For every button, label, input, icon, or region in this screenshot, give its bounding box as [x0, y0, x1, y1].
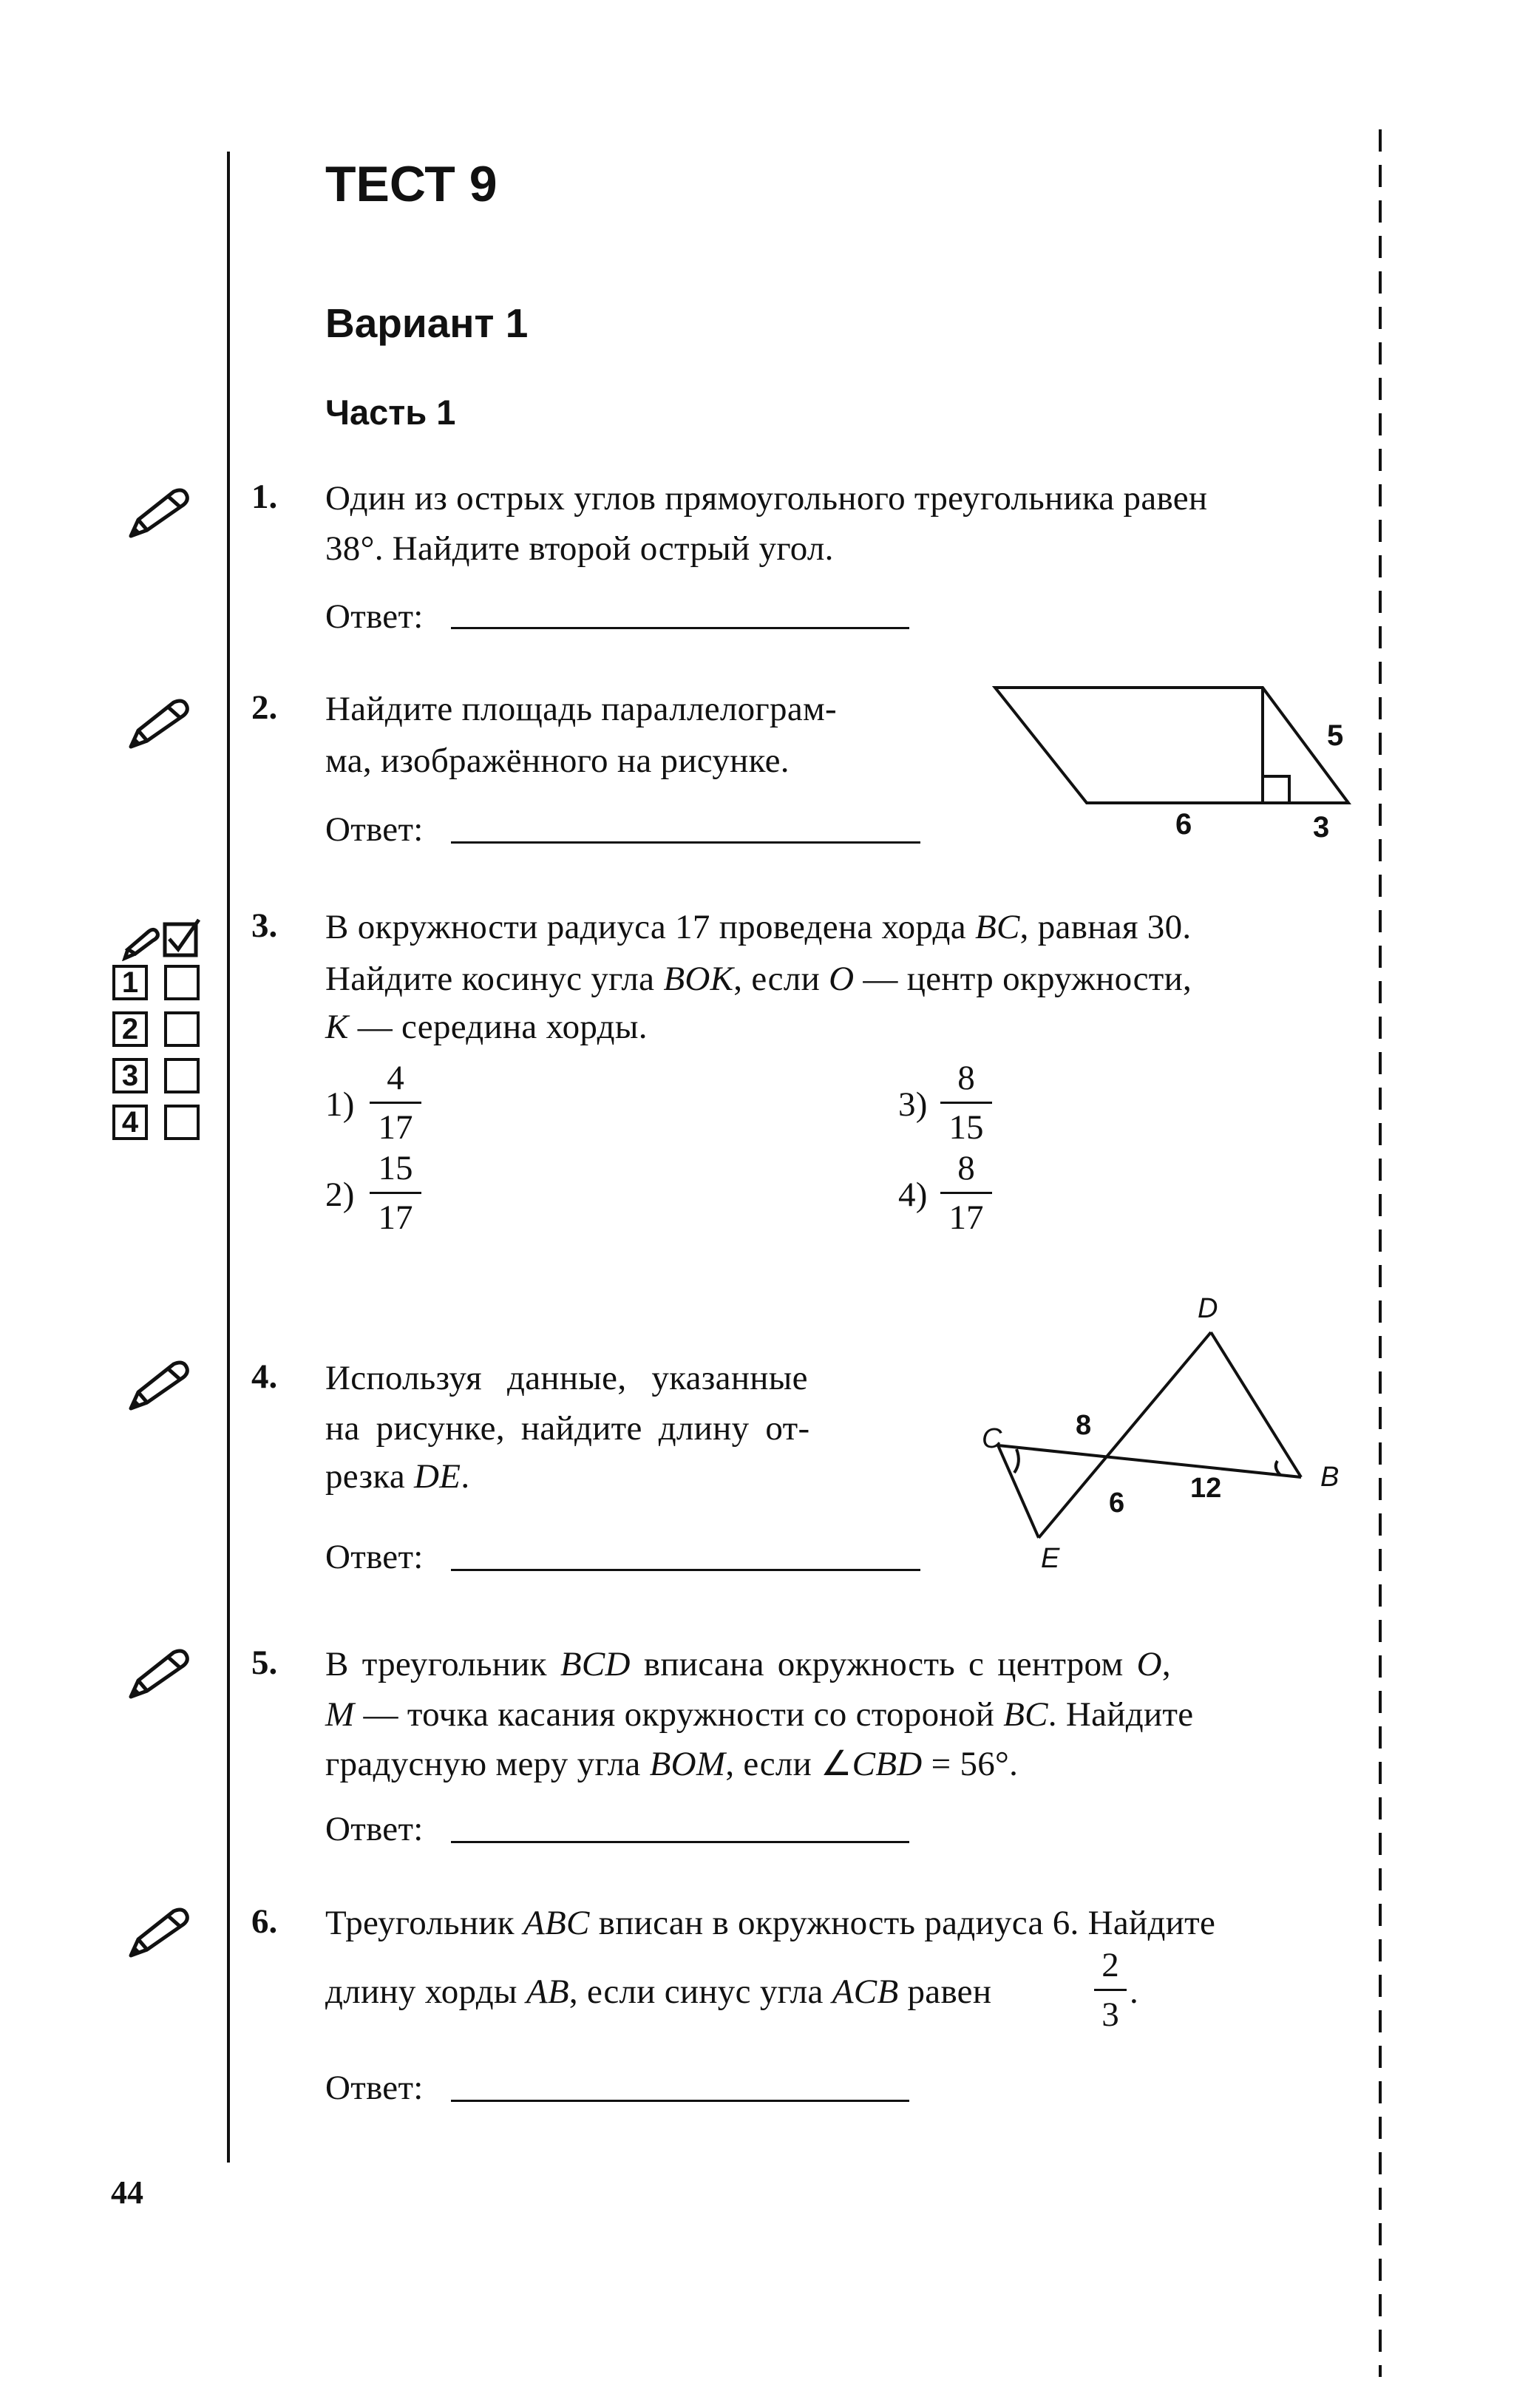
question-text: K — середина хорды.: [325, 1008, 648, 1046]
length-label: 6: [1109, 1488, 1125, 1519]
question-number: 2.: [251, 688, 278, 727]
triangles-figure: [976, 1286, 1360, 1582]
answer-digit: 1: [112, 965, 148, 1000]
question-text: Найдите площадь параллелограм-: [325, 690, 837, 728]
side-label: 5: [1327, 719, 1344, 752]
variant-title: Вариант 1: [325, 300, 529, 346]
question-text: Используя данные, указанные: [325, 1359, 808, 1397]
answer-label: Ответ:: [325, 1538, 424, 1576]
pen-icon: [122, 1357, 196, 1420]
option-fraction[interactable]: 8 17: [940, 1147, 992, 1238]
pen-icon: [122, 1645, 196, 1708]
vertex-D: D: [1198, 1293, 1218, 1324]
option-label: 1): [325, 1085, 355, 1124]
option-fraction[interactable]: 8 15: [940, 1057, 992, 1148]
answer-label: Ответ:: [325, 810, 424, 849]
answer-checkbox[interactable]: [164, 1011, 200, 1047]
vertex-C: C: [982, 1423, 1002, 1454]
question-text: резка DE.: [325, 1457, 470, 1496]
question-text: длину хорды AB, если синус угла ACB равен: [325, 1973, 992, 2011]
answer-digit: 4: [112, 1105, 148, 1140]
part-title: Часть 1: [325, 393, 456, 432]
vertex-E: E: [1041, 1543, 1060, 1574]
parallelogram-figure: [983, 665, 1368, 850]
answer-checkbox[interactable]: [164, 965, 200, 1000]
answer-line[interactable]: [451, 2100, 909, 2102]
question-number: 1.: [251, 478, 278, 516]
question-text: 38°. Найдите второй острый угол.: [325, 529, 834, 568]
length-label: 12: [1190, 1473, 1222, 1504]
base-right-label: 3: [1313, 811, 1330, 844]
base-left-label: 6: [1175, 808, 1192, 841]
answer-digit: 2: [112, 1011, 148, 1047]
answer-line[interactable]: [451, 1569, 920, 1571]
option-label: 4): [898, 1176, 928, 1214]
sine-fraction: 2 3: [1094, 1944, 1127, 2035]
answer-label: Ответ:: [325, 2069, 424, 2107]
question-number: 4.: [251, 1357, 278, 1396]
answer-line[interactable]: [451, 627, 909, 629]
length-label: 8: [1076, 1410, 1092, 1441]
option-label: 2): [325, 1176, 355, 1214]
test-title: ТЕСТ 9: [325, 156, 498, 212]
question-text: Один из острых углов прямоугольного треугольника равен: [325, 479, 1208, 518]
option-fraction[interactable]: 4 17: [370, 1057, 421, 1148]
pen-icon: [122, 1904, 196, 1967]
question-number: 5.: [251, 1644, 278, 1682]
vertex-B: B: [1320, 1462, 1340, 1493]
option-label: 3): [898, 1085, 928, 1124]
question-text: ма, изображённого на рисунке.: [325, 742, 790, 780]
question-number: 3.: [251, 906, 278, 945]
pen-icon: [122, 695, 196, 758]
option-fraction[interactable]: 15 17: [370, 1147, 421, 1238]
question-number: 6.: [251, 1902, 278, 1941]
question-text: градусную меру угла BOM, если ∠CBD = 56°.: [325, 1745, 1019, 1783]
question-text: M — точка касания окружности со стороной BC. Найдите: [325, 1695, 1194, 1734]
fraction-period: .: [1130, 1973, 1139, 2011]
page-number: 44: [111, 2174, 143, 2211]
answer-digit: 3: [112, 1058, 148, 1093]
check-pen-icon: [122, 917, 203, 965]
question-text: В окружности радиуса 17 проведена хорда BC, равная 30.: [325, 908, 1192, 946]
answer-label: Ответ:: [325, 597, 424, 636]
answer-checkbox[interactable]: [164, 1058, 200, 1093]
answer-label: Ответ:: [325, 1810, 424, 1848]
question-text: на рисунке, найдите длину от-: [325, 1409, 810, 1448]
answer-checkbox[interactable]: [164, 1105, 200, 1140]
question-text: Найдите косинус угла BOK, если O — центр окружности,: [325, 960, 1192, 998]
question-text: В треугольник BCD вписана окружность с центром O,: [325, 1645, 1171, 1683]
answer-line[interactable]: [451, 1841, 909, 1843]
question-text: Треугольник ABC вписан в окружность радиуса 6. Найдите: [325, 1904, 1216, 1942]
left-margin-rule: [227, 152, 230, 2163]
pen-icon: [122, 484, 196, 547]
answer-line[interactable]: [451, 841, 920, 844]
